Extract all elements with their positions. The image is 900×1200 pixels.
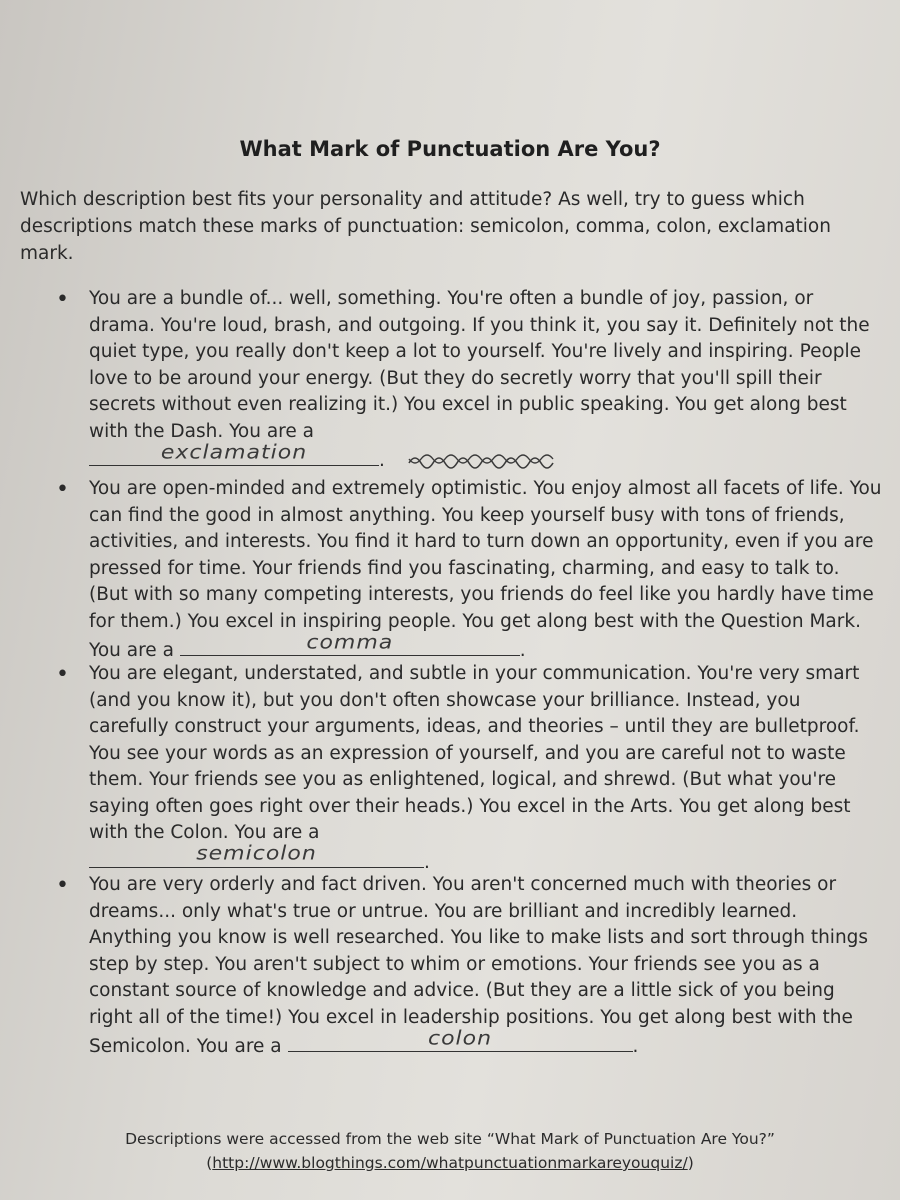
bullet-icon: • (56, 287, 69, 312)
answer-period: . (519, 640, 526, 661)
description-text (89, 476, 884, 665)
citation-url-line (0, 1151, 900, 1175)
open-paren: ( (206, 1154, 213, 1172)
description-text (89, 661, 884, 876)
description-body: You are open-minded and extremely optimistic. You enjoy almost all facets of life. You can find the good in almost anything. You keep yourself busy with tons of friends, activities, and interests. You find it hard to turn down an opportunity, even if you are pressed for time. Your friends find you fascinating, charming, and easy to talk to. (But with so many competing interests, you friends do feel like you hardly have time for them.) You excel in inspiring people. You get along best with the Question Mark. You are a (89, 478, 882, 661)
close-paren: ) (687, 1154, 694, 1172)
handwritten-answer: comma (306, 630, 394, 654)
answer-period: . (379, 450, 385, 471)
answer-period: . (632, 1036, 639, 1057)
answer-blank[interactable] (288, 1026, 633, 1052)
answer-period: . (424, 851, 430, 873)
description-body: You are elegant, understated, and subtle in your communication. You're very smart (and you know it), but you don't often showcase your brilliance. Instead, you carefully construct your arguments, ideas, and theories – until they are bulletproof. You see your words as an expression of yourself, and you are careful not to waste them. Your friends see you as enlightened, logical, and shrewd. (But what you're saying often goes right over their heads.) You excel in the Arts. You get along best with the Colon. You are a (89, 663, 860, 843)
citation-line: Descriptions were accessed from the web site “What Mark of Punctuation Are You?” (125, 1130, 775, 1148)
handwritten-answer: exclamation (160, 440, 308, 464)
answer-blank[interactable] (89, 842, 424, 868)
intro-paragraph: Which description best fits your personality and attitude? As well, try to guess which descriptions match these marks of punctuation: semicolon, comma, colon, exclamation mark. (20, 189, 831, 264)
description-text (89, 286, 884, 475)
answer-blank[interactable] (89, 440, 379, 466)
handwritten-answer: semicolon (196, 842, 317, 865)
source-url-link[interactable]: http://www.blogthings.com/whatpunctuationmarkareyouquiz/ (212, 1154, 688, 1172)
source-citation (0, 1127, 900, 1175)
description-text (89, 872, 884, 1061)
worksheet-title: What Mark of Punctuation Are You? (239, 137, 661, 161)
bullet-icon: • (56, 873, 69, 898)
description-body: You are very orderly and fact driven. You aren't concerned much with theories or dreams... only what's true or untrue. You are brilliant and incredibly learned. Anything you know is well researched. You like to make lists and sort through things step by step. You aren't subject to whim or emotions. Your friends see you as a constant source of knowledge and advice. (But they are a little sick of you being right all of the time!) You excel in leadership positions. You get along best with the Semicolon. You are a (89, 874, 869, 1057)
description-body: You are a bundle of... well, something. You're often a bundle of joy, passion, or drama. You're loud, brash, and outgoing. If you think it, you say it. Definitely not the quiet type, you really don't keep a lot to yourself. You're lively and inspiring. People love to be around your energy. (But they do secretly worry that you'll spill their secrets without even realizing it.) You excel in public speaking. You get along best with the Dash. You are a (89, 288, 870, 442)
bullet-icon: • (56, 477, 69, 502)
answer-blank[interactable] (180, 630, 520, 656)
handwritten-answer: colon (427, 1026, 493, 1050)
scribble-mark (405, 449, 565, 473)
bullet-icon: • (56, 662, 69, 687)
